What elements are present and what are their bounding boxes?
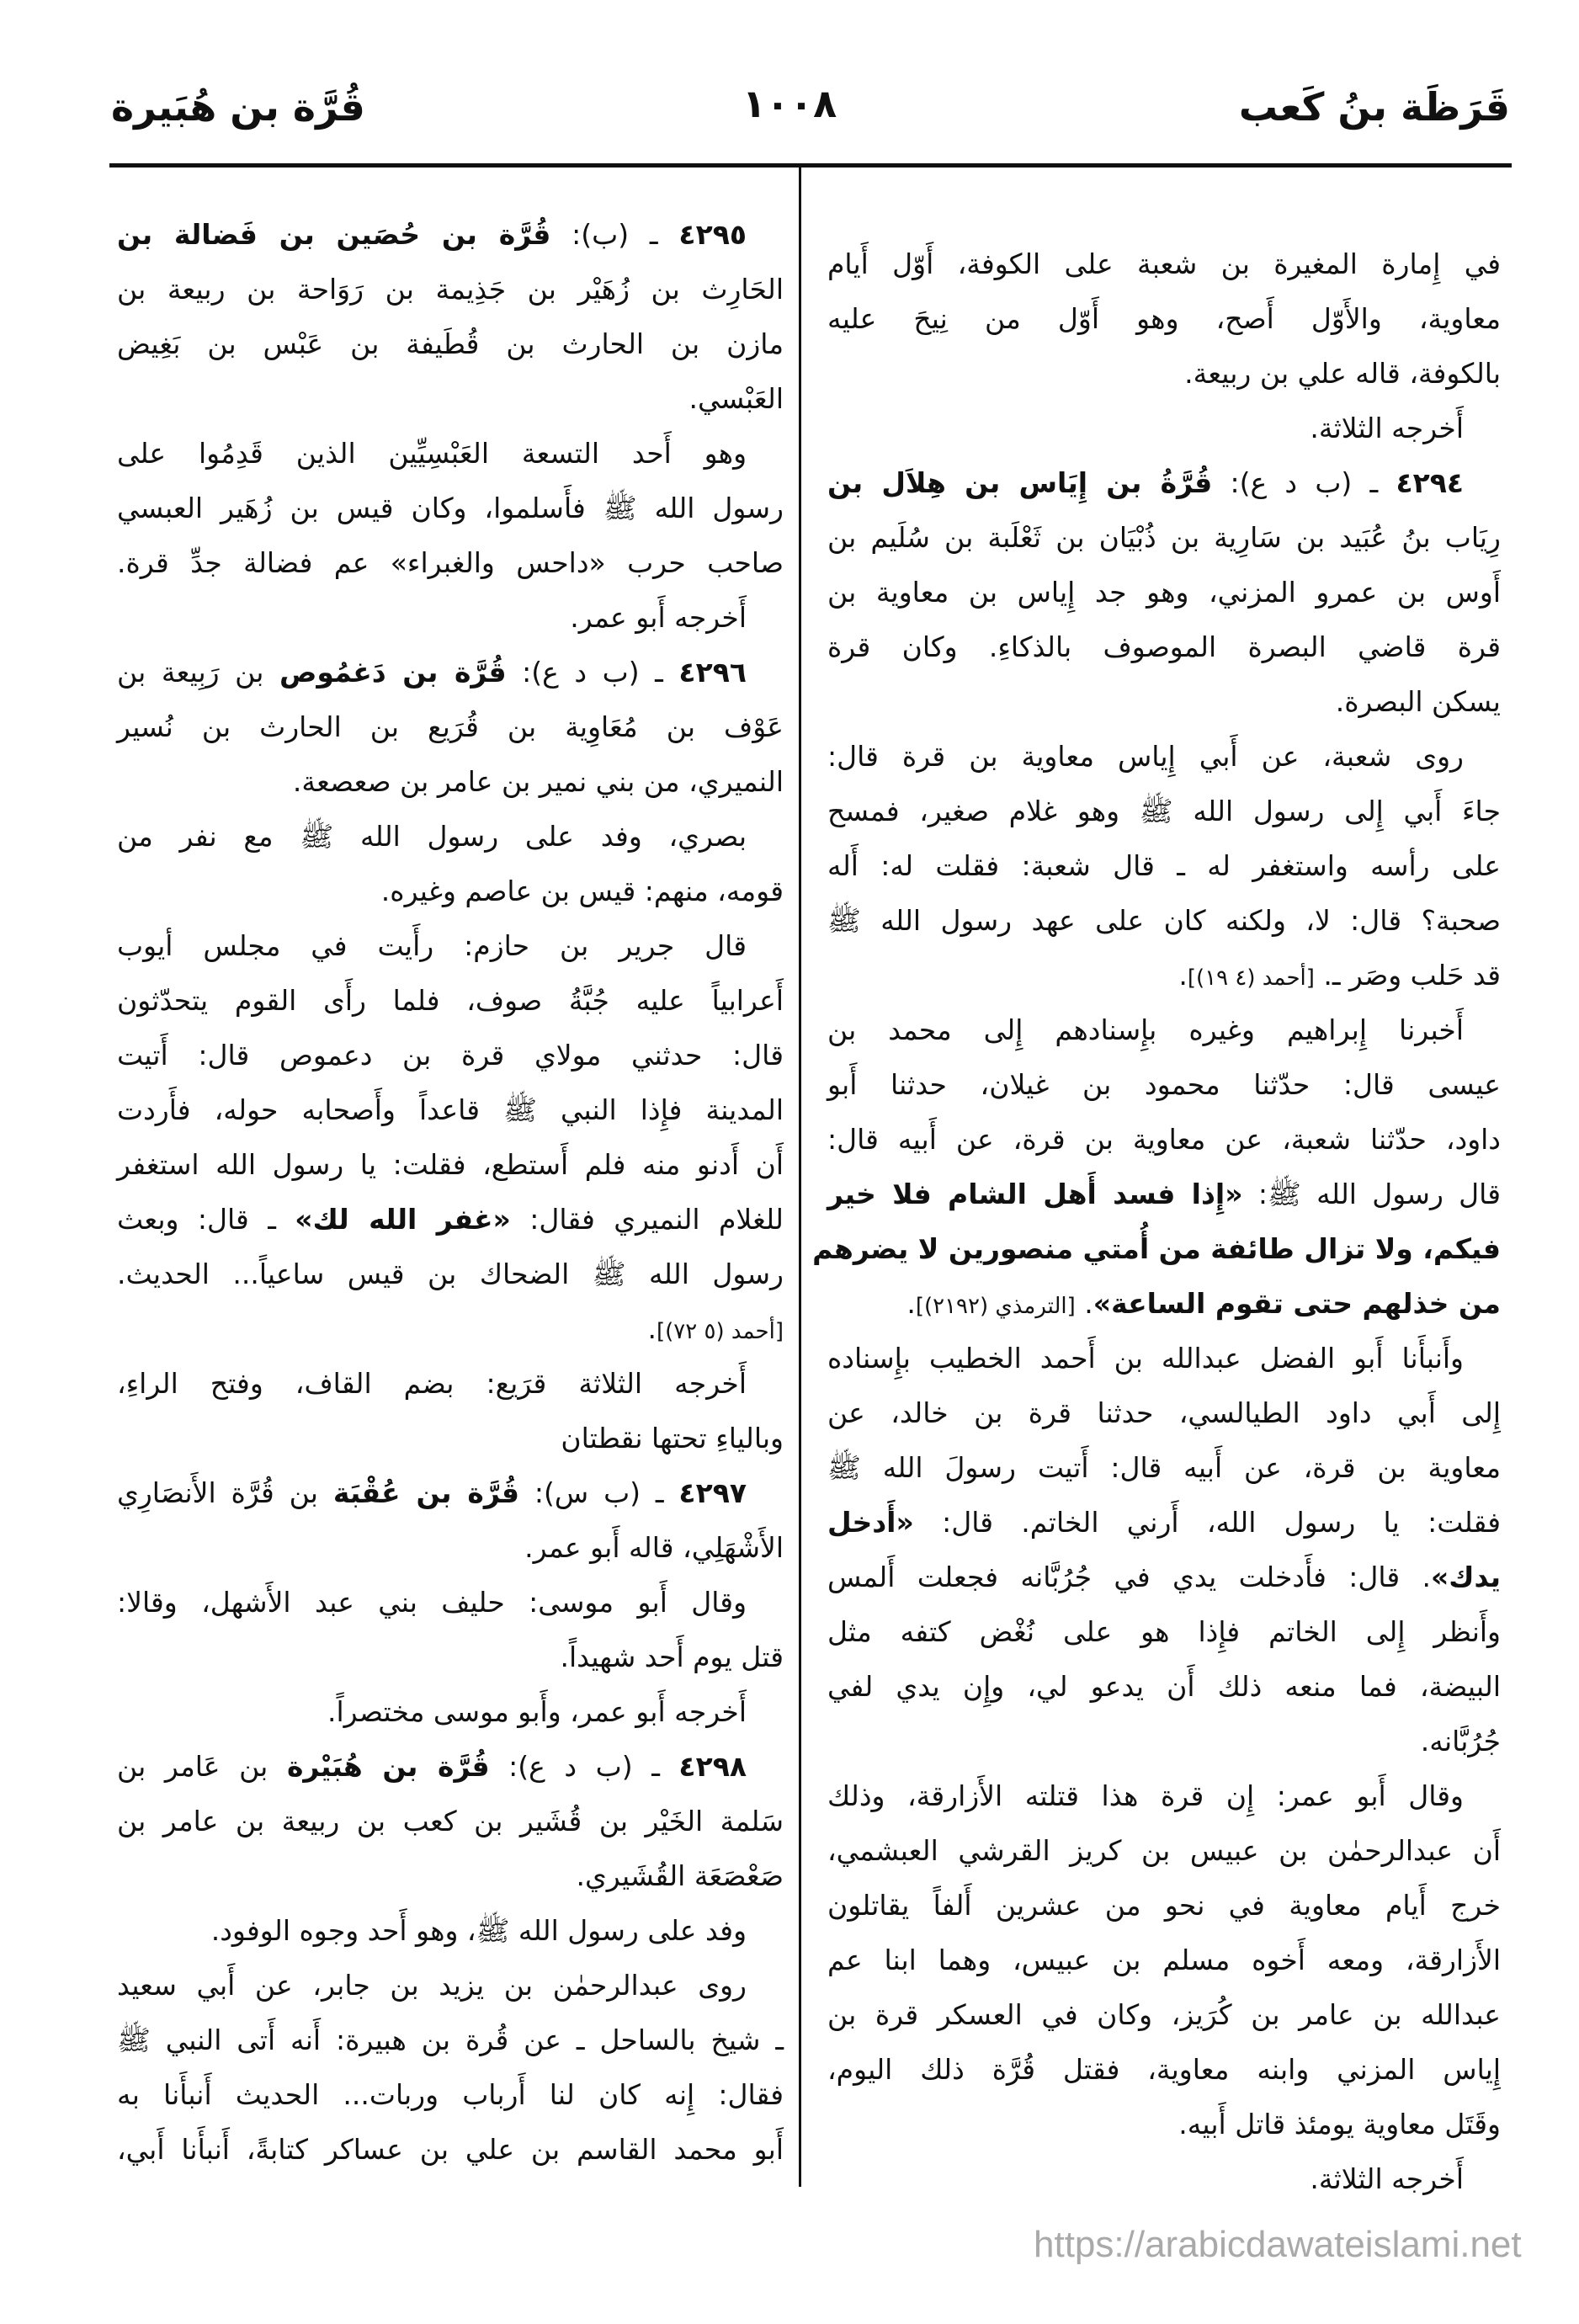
text-line xyxy=(117,1465,784,1520)
text-segment: أَخرجه الثلاثة قرَيع: بضم القاف، وفتح الراءِ، xyxy=(117,1367,747,1400)
text-segment: ـ (ب س): xyxy=(519,1476,679,1509)
text-segment: جُرُبَّانه. xyxy=(1420,1725,1501,1758)
text-line xyxy=(117,1903,784,1958)
bold-text: ٤٢٩٧ xyxy=(678,1476,747,1509)
text-line xyxy=(827,510,1501,565)
text-line xyxy=(117,1684,784,1739)
text-segment: عبدالله بن عامر بن كُرَيز، وكان في العسكر قرة بن xyxy=(827,1998,1501,2031)
text-segment: بن رَبِيعة بن xyxy=(117,656,280,689)
text-line xyxy=(117,1630,784,1684)
page-number: ١٠٠٨ xyxy=(742,81,837,126)
text-line xyxy=(827,838,1501,893)
text-segment: قرة قاضي البصرة الموصوف بالذكاءِ. وكان قرة xyxy=(827,630,1501,663)
text-segment: مازن بن الحارث بن قُطَيفة بن عَبْس بن بَغِيض xyxy=(117,327,784,360)
reference-text: [الترمذي (٢١٩٢)] xyxy=(915,1294,1076,1319)
text-line xyxy=(827,784,1501,838)
text-segment: ـ (ب د ع): xyxy=(506,656,679,689)
text-segment: الأَشْهَلِي، قاله أَبو عمر. xyxy=(524,1531,784,1564)
left-column xyxy=(117,207,784,2177)
text-line xyxy=(812,1221,1501,1276)
text-line xyxy=(827,948,1501,1002)
text-segment: العَبْسي. xyxy=(688,382,784,415)
text-line xyxy=(827,565,1501,620)
watermark-url: https://arabicdawateislami.net xyxy=(1034,2224,1522,2265)
text-segment: للغلام النميري فقال: xyxy=(510,1203,784,1236)
text-line xyxy=(117,1848,784,1903)
text-line xyxy=(827,237,1501,291)
text-line xyxy=(827,1385,1501,1440)
text-segment: يسكن البصرة. xyxy=(1335,685,1501,718)
text-segment: سَلمة الخَيْر بن قُشَير بن كعب بن ربيعة بن عامر بن xyxy=(117,1805,784,1837)
text-segment: وهو أَحد التسعة العَبْسِيِّين الذين قَدِمُوا على xyxy=(117,437,747,470)
text-line xyxy=(827,1112,1501,1167)
text-line xyxy=(117,371,784,426)
text-segment: أَبو محمد القاسم بن علي بن عساكر كتابةً، أَنبأَنا أَبي، xyxy=(117,2133,784,2166)
text-line xyxy=(117,2013,784,2067)
bold-text: ٤٢٩٦ xyxy=(678,656,747,689)
text-segment: رِيَاب بنُ عُبَيد بن سَارِية بن ذُبْيَان بن ثَعْلَبة بن سُلَيم بن xyxy=(827,521,1501,554)
text-segment: المدينة فإِذا النبي ﷺ قاعداً وأَصحابه حوله، فأَردت xyxy=(117,1093,784,1126)
text-segment: بالكوفة، قاله علي بن ربيعة. xyxy=(1184,357,1501,390)
text-segment: صَعْصَعَة القُشَيري. xyxy=(576,1859,784,1892)
text-segment: . xyxy=(906,1287,916,1320)
text-segment: قال: حدثني مولاي قرة بن دعموص قال: أَتيت xyxy=(117,1039,784,1072)
text-segment: أَعرابياً عليه جُبَّةُ صوف، فلما رأَى القوم يتحدّثون xyxy=(117,984,784,1017)
text-segment: على رأسه واستغفر له ـ قال شعبة: فقلت له: أَله xyxy=(827,849,1501,882)
text-segment: ـ شيخ بالساحل ـ عن قُرة بن هبيرة: أَنه أَتى النبي ﷺ xyxy=(117,2024,784,2056)
text-segment: قومه، منهم: قيس بن عاصم وغيره. xyxy=(380,875,784,907)
text-line xyxy=(827,729,1501,784)
text-segment: وقال أَبو عمر: إِن قرة هذا قتلته الأَزارقة، وذلك xyxy=(827,1779,1464,1812)
text-line xyxy=(827,893,1501,948)
bold-text: ٤٢٩٤ xyxy=(1396,466,1465,499)
text-line xyxy=(117,645,784,699)
text-segment: عيسى قال: حدّثنا محمود بن غيلان، حدثنا أَبو xyxy=(827,1068,1501,1101)
text-line xyxy=(117,809,784,864)
text-segment: ـ (ب د ع): xyxy=(489,1750,679,1783)
text-line xyxy=(827,1331,1501,1385)
text-line xyxy=(117,754,784,809)
bold-text: قُرَّةُ بن إِيَاس بن هِلاَل بن xyxy=(827,466,1213,499)
text-segment: ـ قال: وبعث xyxy=(117,1203,295,1236)
text-segment: قال رسول الله ﷺ: xyxy=(1242,1178,1501,1210)
text-segment: إِلى أَبي داود الطيالسي، حدثنا قرة بن خالد، عن xyxy=(827,1396,1501,1429)
text-segment: روى عبدالرحمٰن بن يزيد بن جابر، عن أَبي سعيد xyxy=(117,1969,747,2002)
text-line xyxy=(827,1057,1501,1112)
text-segment: أَن عبدالرحمٰن بن عبيس بن كريز القرشي العبشمي، xyxy=(827,1834,1501,1867)
text-line xyxy=(117,1356,784,1411)
column-divider xyxy=(799,167,801,2187)
text-line xyxy=(827,2151,1501,2206)
text-line xyxy=(117,1575,784,1630)
bold-text: من خذلهم حتى تقوم الساعة» xyxy=(1093,1287,1501,1320)
text-segment: فقلت: يا رسول الله، أَرني الخاتم. قال: xyxy=(913,1506,1501,1539)
text-segment: الأَزارقة، ومعه أَخوه مسلم بن عبيس، وهما ابنا عم xyxy=(827,1944,1501,1976)
text-line xyxy=(117,481,784,535)
text-segment: . xyxy=(647,1312,657,1345)
text-line xyxy=(117,207,784,262)
text-segment: . xyxy=(1178,959,1188,992)
text-segment: ـ (ب): xyxy=(550,218,679,251)
text-line xyxy=(117,1028,784,1082)
text-segment: قتل يوم أَحد شهيداً. xyxy=(560,1641,784,1673)
text-line xyxy=(117,1794,784,1848)
text-line xyxy=(117,2067,784,2122)
bold-text: قُرَّة بن دَغمُوص xyxy=(279,656,507,689)
text-line xyxy=(117,699,784,754)
text-line xyxy=(827,1550,1501,1604)
text-line xyxy=(827,1878,1501,1933)
text-segment: الحَارِث بن زُهَيْر بن جَذِيمة بن رَوَاحة بن ربيعة بن xyxy=(117,273,784,306)
bold-text: «إِذا فسد أَهل الشام فلا خير xyxy=(827,1178,1243,1210)
text-segment: وأَنظر إِلى الخاتم فإِذا هو على نُغْض كتفه مثل xyxy=(827,1615,1501,1648)
reference-text: [أحمد (٥ ٧٢)] xyxy=(657,1319,784,1344)
text-line xyxy=(117,973,784,1028)
text-line xyxy=(827,1768,1501,1823)
text-segment: . قال: فأَدخلت يدي في جُرُبَّانه فجعلت أَلمس xyxy=(827,1561,1431,1593)
text-segment: معاوية، والأَوّل أَصح، وهو أَوّل من نِيحَ عليه xyxy=(827,302,1501,335)
text-line xyxy=(827,1002,1501,1057)
header-rule xyxy=(109,163,1512,168)
bold-text: «غفر الله لك» xyxy=(295,1203,511,1236)
text-segment: . xyxy=(1075,1287,1093,1320)
running-header-right: قَرَظَة بنُ كَعب xyxy=(1238,84,1510,130)
text-segment: أَخرجه الثلاثة. xyxy=(1310,412,1464,444)
text-line xyxy=(827,674,1501,729)
text-segment: خرج أَيام معاوية في نحو من عشرين أَلفاً يقاتلون xyxy=(827,1889,1501,1922)
text-segment: وقال أَبو موسى: حليف بني عبد الأَشهل، وقالا: xyxy=(117,1586,747,1619)
bold-text: ٤٢٩٥ xyxy=(678,218,747,251)
text-segment: إِياس المزني وابنه معاوية، فقتل قُرَّة ذلك اليوم، xyxy=(827,2053,1501,2086)
text-line xyxy=(827,1933,1501,1987)
bold-text: قُرَّة بن حُصَين بن فَضالة بن xyxy=(117,218,551,251)
text-line xyxy=(117,1520,784,1575)
text-line xyxy=(117,1192,784,1247)
text-line xyxy=(827,1987,1501,2042)
text-segment: بصري، وفد على رسول الله ﷺ مع نفر من xyxy=(117,820,747,853)
right-column xyxy=(812,237,1501,2206)
text-line xyxy=(827,1604,1501,1659)
text-segment: وأَنبأَنا أَبو الفضل عبدالله بن أَحمد الخطيب بإِسناده xyxy=(827,1342,1464,1375)
text-segment: رسول الله ﷺ الضحاك بن قيس ساعياً... الحديث. xyxy=(117,1258,784,1290)
text-segment: أَخبرنا إِبراهيم وغيره بإِسنادهم إِلى محمد بن xyxy=(827,1013,1464,1046)
text-line xyxy=(117,2122,784,2177)
text-segment: وبالياءِ تحتها نقطتان xyxy=(561,1422,784,1454)
text-segment: معاوية بن قرة، عن أَبيه قال: أَتيت رسولَ الله ﷺ xyxy=(827,1451,1501,1484)
text-line xyxy=(117,1082,784,1137)
text-segment: صحبة؟ قال: لا، ولكنه كان على عهد رسول الله ﷺ xyxy=(827,904,1501,937)
running-header-left: قُرَّة بن هُبَيرة xyxy=(111,84,365,130)
text-line xyxy=(827,1495,1501,1550)
text-segment: جاءَ أَبي إِلى رسول الله ﷺ وهو غلام صغير، فمسح xyxy=(827,795,1501,827)
text-segment: النميري، من بني نمير بن عامر بن صعصعة. xyxy=(292,765,784,798)
text-line xyxy=(117,1137,784,1192)
text-line xyxy=(827,1276,1501,1331)
text-line xyxy=(827,1823,1501,1878)
text-line xyxy=(117,918,784,973)
text-line xyxy=(117,1247,784,1301)
text-line xyxy=(827,401,1501,455)
text-segment: أَخرجه أَبو عمر، وأَبو موسى مختصراً. xyxy=(327,1695,747,1728)
text-segment: فقال: إِنه كان لنا أَرباب وربات... الحديث أَنبأَنا به xyxy=(117,2078,784,2111)
text-line xyxy=(117,864,784,918)
text-segment: أَخرجه أَبو عمر. xyxy=(570,601,747,634)
text-segment: رسول الله ﷺ فأَسلموا، وكان قيس بن زُهَير العبسي xyxy=(117,492,784,524)
text-segment: عَوْف بن مُعَاوِية بن قُرَيع بن الحارث بن نُسير xyxy=(117,710,784,743)
text-segment: وقَتَل معاوية يومئذ قاتل أَبيه. xyxy=(1178,2108,1501,2141)
text-segment: البيضة، فما منعه ذلك أَن يدعو لي، وإِن يدي لفي xyxy=(827,1670,1501,1703)
text-line xyxy=(827,455,1501,510)
text-line xyxy=(827,2097,1501,2151)
reference-text: [أحمد (٤ ١٩)] xyxy=(1187,965,1315,991)
text-line xyxy=(117,316,784,371)
text-line xyxy=(827,620,1501,674)
text-line xyxy=(117,1958,784,2013)
text-line xyxy=(117,1411,784,1465)
text-line xyxy=(827,291,1501,346)
text-segment: وفد على رسول الله ﷺ، وهو أَحد وجوه الوفود. xyxy=(210,1914,747,1947)
text-line xyxy=(827,1659,1501,1714)
text-segment: بن قُرَّة الأَنصَارِي xyxy=(117,1476,333,1509)
text-line xyxy=(117,1739,784,1794)
text-line xyxy=(827,1167,1501,1221)
bold-text: يدك» xyxy=(1430,1561,1501,1593)
text-line xyxy=(117,426,784,481)
bold-text: قُرَّة بن عُقْبَة xyxy=(332,1476,520,1509)
text-line xyxy=(117,262,784,316)
text-segment: في إِمارة المغيرة بن شعبة على الكوفة، أَوّل أَيام xyxy=(827,247,1501,280)
text-line xyxy=(827,346,1501,401)
text-segment: ـ (ب د ع): xyxy=(1212,466,1396,499)
text-line xyxy=(117,1301,784,1356)
text-line xyxy=(827,1440,1501,1495)
bold-text: قُرَّة بن هُبَيْرة xyxy=(286,1750,490,1783)
text-line xyxy=(827,1714,1501,1768)
bold-text: ٤٢٩٨ xyxy=(678,1750,747,1783)
text-segment: داود، حدّثنا شعبة، عن معاوية بن قرة، عن أَبيه قال: xyxy=(827,1123,1501,1156)
text-segment: أَن أَدنو منه فلم أَستطع، فقلت: يا رسول الله استغفر xyxy=(117,1148,784,1181)
text-line xyxy=(827,2042,1501,2097)
text-line xyxy=(117,590,784,645)
text-segment: صاحب حرب «داحس والغبراء» عم فضالة جدِّ قرة. xyxy=(117,546,784,579)
text-segment: قد حَلب وصَر ـ. xyxy=(1314,959,1501,992)
text-line xyxy=(117,535,784,590)
bold-text: فيكم، ولا تزال طائفة من أُمتي منصورين لا يضرهم xyxy=(812,1232,1501,1265)
text-segment: قال جرير بن حازم: رأَيت في مجلس أيوب xyxy=(117,929,747,962)
text-segment: أَخرجه الثلاثة. xyxy=(1310,2162,1464,2195)
text-segment: بن عَامر بن xyxy=(117,1750,287,1783)
text-segment: أَوس بن عمرو المزني، وهو جد إِياس بن معاوية بن xyxy=(827,576,1501,609)
text-segment: روى شعبة، عن أَبي إِياس معاوية بن قرة قال: xyxy=(827,740,1464,773)
bold-text: «أَدخل xyxy=(827,1506,914,1539)
